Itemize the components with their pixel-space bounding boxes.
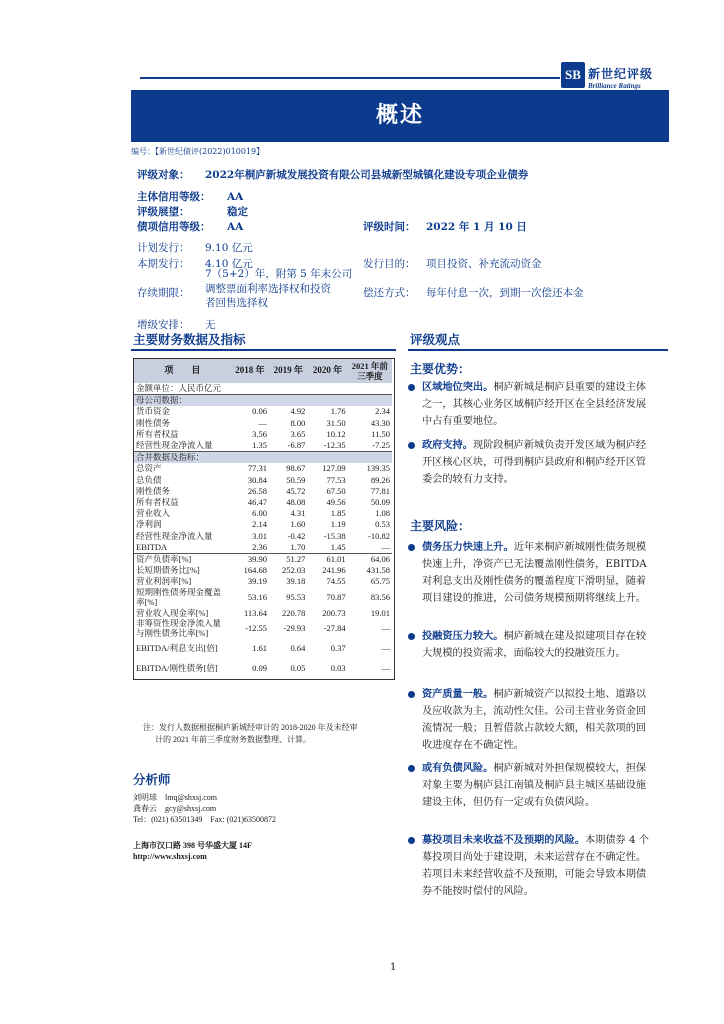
page-title-banner: 概述 xyxy=(131,90,669,142)
row-label: 营业收入现金率[%] xyxy=(136,607,209,618)
row-label: EBITDA/刚性债务[倍] xyxy=(136,663,218,674)
row-value: 83.56 xyxy=(370,591,390,602)
row-value: 77.53 xyxy=(326,474,346,485)
row-value: -0.42 xyxy=(287,530,306,541)
row-value: 2.36 xyxy=(252,541,268,552)
outlook-label: 评级展望： xyxy=(137,206,190,218)
strengths-title: 主要优势： xyxy=(410,362,471,376)
row-value: 127.09 xyxy=(322,463,346,474)
row-value: 89.26 xyxy=(370,474,390,485)
row-label: 营业收入 xyxy=(136,508,171,519)
term-label: 存续期限： xyxy=(137,287,190,299)
col-header-2019: 2019 年 xyxy=(269,359,307,383)
row-value: 39.18 xyxy=(286,576,306,587)
table-note: 注：发行人数据根据桐庐新城经审计的 2018-2020 年及未经审 计的 2021 年前三季度财务数据整理、计算。 xyxy=(143,723,358,744)
repay-value: 每年付息一次，到期一次偿还本金 xyxy=(426,287,584,299)
risk-item: 投融资压力较大。桐庐新城在建及拟建项目存在较大规模的投资需求，面临较大的投融资压力。 xyxy=(408,628,654,662)
row-value: 0.64 xyxy=(290,643,306,654)
row-value: 1.76 xyxy=(330,406,346,417)
row-value: 98.67 xyxy=(286,463,306,474)
financial-title-rule xyxy=(131,349,396,351)
row-label: 营业利润率[%] xyxy=(136,576,192,587)
financial-table xyxy=(133,358,395,680)
row-value: 139.35 xyxy=(366,463,390,474)
row-value: -7.25 xyxy=(372,440,390,451)
financial-data-title: 主要财务数据及指标 xyxy=(133,332,246,347)
row-label: 经营性现金净流入量 xyxy=(136,530,213,541)
table-row xyxy=(134,542,392,554)
table-row xyxy=(134,429,392,440)
table-row xyxy=(134,531,392,542)
row-value: 30.84 xyxy=(247,474,268,485)
logo-chinese-name: 新世纪评级 xyxy=(588,67,654,81)
table-row xyxy=(134,475,392,486)
row-value: -12.35 xyxy=(323,440,346,451)
bullet-dot-icon xyxy=(408,544,415,551)
purpose-value: 项目投资、补充流动资金 xyxy=(426,258,542,270)
row-value: 70.87 xyxy=(326,591,346,602)
rating-time-value: 2022 年 1 月 10 日 xyxy=(426,221,527,233)
row-label: 总负债 xyxy=(136,474,162,485)
row-label: 非筹资性现金净流入量与刚性债务比率[%] xyxy=(136,618,222,638)
rating-view-title: 评级观点 xyxy=(410,332,461,347)
row-value: 6.00 xyxy=(252,508,268,519)
table-row xyxy=(134,519,392,530)
row-value: 31.50 xyxy=(326,417,346,428)
row-value: 1.45 xyxy=(330,541,346,552)
row-value: — xyxy=(381,623,390,634)
analyst-contacts xyxy=(133,792,276,825)
credit-enhancement-value: 无 xyxy=(205,319,216,331)
parent-section-header: 母公司数据： xyxy=(134,395,392,407)
row-label: 货币资金 xyxy=(136,406,171,417)
row-label: 刚性债务 xyxy=(136,417,171,428)
row-value: 39.19 xyxy=(247,576,268,587)
row-value: 0.37 xyxy=(330,643,346,654)
rating-view-rule xyxy=(408,349,668,351)
analyst-title: 分析师 xyxy=(133,772,171,787)
analyst-1: 刘明球 lmq@shxsj.com xyxy=(133,793,218,802)
row-value: 1.70 xyxy=(290,541,306,552)
row-value: 0.06 xyxy=(252,406,268,417)
repay-label: 偿还方式： xyxy=(363,287,416,299)
row-value: 65.75 xyxy=(370,576,390,587)
row-value: 61.01 xyxy=(307,554,347,566)
row-value: — xyxy=(381,663,390,674)
subject-label: 评级对象： xyxy=(137,169,190,181)
risks-title: 主要风险： xyxy=(410,519,471,533)
row-value: 3.65 xyxy=(290,428,306,439)
contact-phone-fax: Tel：(021) 63501349 Fax: (021)63500872 xyxy=(133,815,276,824)
table-row xyxy=(134,508,392,519)
row-value: -29.93 xyxy=(283,623,306,634)
row-label: 资产负债率[%] xyxy=(134,554,231,566)
bullet-dot-icon xyxy=(408,384,415,391)
row-value: 26.58 xyxy=(247,485,268,496)
row-value: — xyxy=(381,643,390,654)
term-value: 7（5+2）年，附第 5 年末公司 调整票面利率选择权和投资 者回售选择权 xyxy=(205,268,353,309)
col-header-2018: 2018 年 xyxy=(231,359,269,383)
subject-value: 2022年桐庐新城发展投资有限公司县城新型城镇化建设专项企业债券 xyxy=(205,169,529,181)
risk-item: 或有负债风险。桐庐新城对外担保规模较大，担保对象主要为桐庐县江南镇及桐庐县主城区基础设施建设主体，但仍有一定或有负债风险。 xyxy=(408,760,654,811)
bond-rating-label: 债项信用等级： xyxy=(137,221,211,233)
row-value: 2.34 xyxy=(375,406,390,417)
row-value: 431.58 xyxy=(366,565,390,576)
row-value: 0.09 xyxy=(252,663,268,674)
row-value: 46.47 xyxy=(247,497,268,508)
row-value: 50.09 xyxy=(370,497,390,508)
row-value: 1.60 xyxy=(290,519,306,530)
logo-english-name: Brilliance Ratings xyxy=(588,82,641,90)
row-value: 241.96 xyxy=(322,565,346,576)
logo-mark: SB xyxy=(561,62,585,88)
row-value: 77.31 xyxy=(247,463,268,474)
row-value: 39.90 xyxy=(231,554,269,566)
row-value: — xyxy=(381,541,390,552)
bullet-dot-icon xyxy=(408,633,415,640)
row-value: 0.03 xyxy=(330,663,346,674)
row-value: 4.92 xyxy=(290,406,306,417)
row-label: 经营性现金净流入量 xyxy=(136,440,213,451)
company-website[interactable]: http://www.shxsj.com xyxy=(133,852,207,861)
row-value: 74.55 xyxy=(326,576,346,587)
risk-item: 债务压力快速上升。近年来桐庐新城刚性债务规模快速上升，净资产已无法覆盖刚性债务，EBITDA 对利息支出及刚性债务的覆盖程度下滑明显，随着项目建设的推进，公司债务规模预期将继续上升。 xyxy=(408,539,654,607)
row-value: 1.19 xyxy=(330,519,346,530)
unit-row: 金额单位：人民币亿元 xyxy=(134,383,392,395)
col-header-2020: 2020 年 xyxy=(307,359,347,383)
table-row xyxy=(134,440,392,452)
table-row xyxy=(134,486,392,497)
bullet-dot-icon xyxy=(408,442,415,449)
bullet-dot-icon xyxy=(408,691,415,698)
report-number: 编号：【新世纪债评(2022)010019】 xyxy=(131,147,265,156)
row-value: 1.08 xyxy=(375,508,390,519)
row-value: 8.00 xyxy=(290,417,306,428)
parent-rows xyxy=(134,406,392,451)
row-value: 0.53 xyxy=(375,519,390,530)
table-row xyxy=(134,639,392,659)
bond-rating-value: AA xyxy=(227,221,244,233)
row-value: 67.50 xyxy=(326,485,346,496)
row-label: 净利润 xyxy=(136,519,162,530)
row-value: — xyxy=(258,417,268,428)
row-label: 所有者权益 xyxy=(136,428,179,439)
row-value: 164.68 xyxy=(243,565,268,576)
row-value: -10.82 xyxy=(368,530,390,541)
issuer-rating-label: 主体信用等级： xyxy=(137,191,211,203)
row-value: 11.50 xyxy=(371,428,390,439)
row-label: EBITDA/利息支出[倍] xyxy=(136,643,218,654)
row-label: 长短期债务比[%] xyxy=(136,565,200,576)
bullet-dot-icon xyxy=(408,837,415,844)
table-row xyxy=(134,659,392,679)
row-value: 53.16 xyxy=(247,591,268,602)
planned-label: 计划发行： xyxy=(137,242,190,254)
row-value: -27.84 xyxy=(323,623,346,634)
row-value: 64.06 xyxy=(348,554,392,566)
company-address: 上海市汉口路 398 号华盛大厦 14F xyxy=(133,841,252,850)
row-value: 49.56 xyxy=(326,497,346,508)
row-label: 所有者权益 xyxy=(136,497,179,508)
table-row xyxy=(134,588,392,608)
analyst-2: 龚春云 gcy@shxsj.com xyxy=(133,804,217,813)
page-number: 1 xyxy=(390,962,397,973)
row-value: 3.01 xyxy=(252,530,268,541)
row-value: 48.08 xyxy=(286,497,306,508)
risk-item: 资产质量一般。桐庐新城资产以拟投土地、道路以及应收款为主，流动性欠佳。公司主营业务资金回流情况一般；且暂借款占款较大额，相关款项的回收进度存在不确定性。 xyxy=(408,686,654,754)
planned-value: 9.10 亿元 xyxy=(205,242,253,254)
row-label: 总资产 xyxy=(136,463,162,474)
current-issue-value: 4.10 亿元 xyxy=(205,258,253,270)
row-value: 45.72 xyxy=(286,485,306,496)
strength-item: 政府支持。现阶段桐庐新城负责开发区域为桐庐经开区核心区块，可得到桐庐县政府和桐庐经开区管委会的较有力支持。 xyxy=(408,437,654,488)
credit-enhancement-label: 增级安排： xyxy=(137,319,190,331)
row-value: 0.05 xyxy=(290,663,306,674)
issuer-rating-value: AA xyxy=(227,191,244,203)
row-value: 19.01 xyxy=(370,607,390,618)
current-issue-label: 本期发行： xyxy=(137,258,190,270)
ratio-rows xyxy=(134,554,392,679)
table-row xyxy=(134,554,392,566)
row-value: 113.64 xyxy=(243,607,268,618)
row-value: 50.59 xyxy=(286,474,306,485)
row-value: 10.12 xyxy=(326,428,346,439)
row-value: -12.55 xyxy=(245,623,268,634)
row-value: 252.03 xyxy=(281,565,306,576)
row-label: 刚性债务 xyxy=(136,485,171,496)
consolidated-section-header: 合并数据及指标： xyxy=(134,452,392,464)
consolidated-rows xyxy=(134,463,392,553)
row-label: 短期刚性债务现金覆盖率[%] xyxy=(136,587,222,607)
purpose-label: 发行目的： xyxy=(363,258,416,270)
table-row xyxy=(134,608,392,619)
col-header-item: 项 目 xyxy=(134,359,231,383)
row-value: 43.30 xyxy=(370,417,390,428)
row-value: 220.78 xyxy=(281,607,306,618)
row-value: 95.53 xyxy=(286,591,306,602)
row-value: -15.38 xyxy=(323,530,346,541)
row-value: 1.61 xyxy=(252,643,268,654)
table-row xyxy=(134,619,392,639)
row-value: 3.56 xyxy=(252,428,268,439)
row-label: EBITDA xyxy=(136,541,168,552)
company-address-block xyxy=(133,840,252,862)
table-row xyxy=(134,406,392,417)
row-value: 4.31 xyxy=(290,508,306,519)
row-value: 2.14 xyxy=(252,519,268,530)
table-row xyxy=(134,497,392,508)
table-row xyxy=(134,565,392,576)
row-value: 200.73 xyxy=(322,607,346,618)
row-value: 1.35 xyxy=(252,440,268,451)
risk-item: 募投项目未来收益不及预期的风险。本期债券 4 个募投项目尚处于建设期，未来运营存在不确定性。若项目未来经营收益不及预期，可能会导致本期债券不能按时偿付的风险。 xyxy=(408,832,654,900)
bullet-dot-icon xyxy=(408,765,415,772)
row-value: 51.27 xyxy=(269,554,307,566)
table-row xyxy=(134,576,392,587)
row-value: -6.87 xyxy=(287,440,306,451)
rating-time-label: 评级时间： xyxy=(363,221,416,233)
outlook-value: 稳定 xyxy=(227,206,248,218)
col-header-2021q3: 2021 年前三季度 xyxy=(348,359,392,383)
row-value: 77.81 xyxy=(370,485,390,496)
table-row xyxy=(134,418,392,429)
header-rule xyxy=(140,77,560,79)
table-row xyxy=(134,463,392,474)
row-value: 1.85 xyxy=(330,508,346,519)
strength-item: 区域地位突出。桐庐新城是桐庐县重要的建设主体之一，其核心业务区域桐庐经开区在全县经济发展中占有重要地位。 xyxy=(408,379,654,430)
